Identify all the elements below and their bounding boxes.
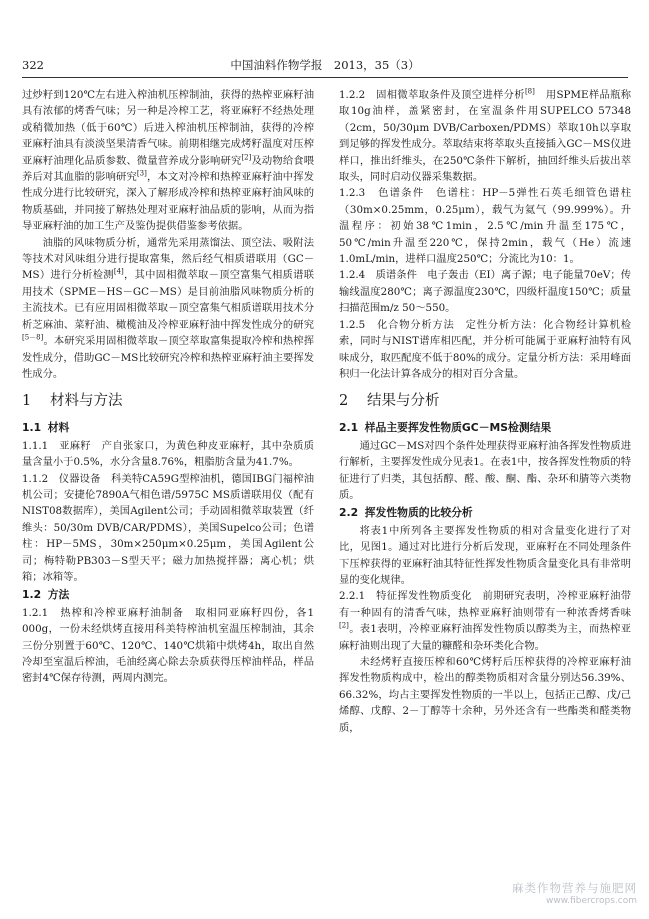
- site-watermark: [485, 881, 637, 909]
- journal-title: 中国油料作物学报 2013，35（3）: [230, 58, 420, 72]
- citation: [5－8]: [22, 333, 44, 342]
- citation: [2]: [339, 621, 349, 630]
- paragraph-instruments: 1.1.2 仪器设备 科美特CA59G型榨油机，德国IBG门福榨油机公司；安捷伦7890A气相色谱/5975C MS质谱联用仪（配有NIST08数据库），美国Agilent公司；手动固相微萃取装置（纤维头：50/30m DVB/CAR/PDMS），美国Supelco公司；色谱柱：HP－5MS，30m×250μm×0.25μm，美国Agilent公司；梅特勒PB303－S型天平；磁力加热搅拌器；离心机；烘箱；冰箱等。: [22, 472, 314, 583]
- intro-paragraph-2: 油脂的风味物质分析，通常先采用蒸馏法、顶空法、吸附法等技术对风味组分进行提取富集，然后经气相质谱联用（GC－MS）进行分析检测[4]，其中固相微萃取－顶空富集气相质谱联用技术（SPME－HS－GC－MS）是目前油脂风味物质分析的主流技术。已有应用固相微萃取－顶空富集气相质谱联用技术分析芝麻油、菜籽油、橄榄油及冷榨亚麻籽油中挥发性成分的研究[5－8]。本研究采用固相微萃取－顶空萃取富集提取冷榨和热榨挥发性成分，借助GC－MS比较研究冷榨和热榨亚麻籽油主要挥发性成分。: [22, 236, 314, 380]
- section-heading-materials-methods: 1 材料与方法: [22, 393, 123, 410]
- watermark-title: 麻类作物营养与施肥网: [512, 881, 637, 895]
- paragraph-comparison: 将表1中所列各主要挥发性物质的相对含量变化进行了对比，见图1。通过对比进行分析后发现，亚麻籽在不同处理条件下压榨获得的亚麻籽油其特征性挥发性物质含量变化具有非常明显的变化规律。: [339, 524, 631, 586]
- paragraph-flaxseed: 1.1.1 亚麻籽 产自张家口，为黄色种皮亚麻籽，其中杂质质量含量小于0.5%，水分含量8.76%，粗脂肪含量为41.7%。: [22, 439, 314, 469]
- header-rule: [22, 77, 628, 78]
- subsection-heading-materials: 1.1 材料: [22, 421, 70, 435]
- citation: [3]: [136, 169, 147, 178]
- page-header: [22, 58, 628, 72]
- left-column: [22, 87, 314, 687]
- paragraph-gcms-results: 通过GC－MS对四个条件处理获得亚麻籽油各挥发性物质进行解析，主要挥发性成分见表1。在表1中，按各挥发性物质的特征进行了归类，其包括醇、醛、酸、酮、酯、杂环和腈等六类物质。: [339, 439, 631, 501]
- citation: [4]: [113, 268, 124, 277]
- paragraph-oil-preparation: 1.2.1 热榨和冷榨亚麻籽油制备 取相同亚麻籽四份，各1 000g，一份未经烘烤直接用科美特榨油机室温压榨制油，其余三份分别置于60℃、120℃、140℃烘箱中烘烤4h，取出自然冷却至室温后榨油，毛油经离心除去杂质获得压榨油样品，样品密封4℃保存待测，两周内测完。: [22, 606, 314, 685]
- paragraph-chromatography: 1.2.3 色谱条件 色谱柱：HP－5弹性石英毛细管色谱柱（30m×0.25mm，0.25μm），载气为氦气（99.999%）。升温程序：初始38℃1min，2.5℃/min升温至175℃，50℃/min升温至220℃，保持2min，载气（He）流速1.0mL/min，进样口温度250℃；分流比为10：1。: [339, 187, 631, 266]
- intro-paragraph-1: 过炒籽到120℃左右进入榨油机压榨制油，获得的热榨亚麻籽油具有浓郁的烤香气味；另一种是冷榨工艺，将亚麻籽不经热处理或稍微加热（低于60℃）后进入榨油机压榨制油，获得的冷榨亚麻籽油具有淡淡坚果清香气味。前期相继完成烤籽温度对压榨亚麻籽油理化品质参数、微量营养成分影响研究[2]及动物给食喂养后对其血脂的影响研究[3]，本文对冷榨和热榨亚麻籽油中挥发性成分进行比较研究，深入了解形成冷榨和热榨亚麻籽油风味的物质基础，并同接了解热处理对亚麻籽油品质的影响，从而为指导亚麻籽油的加工生产及鉴伪提供借鉴参考依据。: [22, 89, 315, 233]
- page-number: 322: [22, 58, 44, 72]
- subsection-heading-gcms-results: 2.1 样品主要挥发性物质GC－MS检测结果: [339, 421, 552, 435]
- watermark-url: www.fibercrops.com: [546, 896, 637, 906]
- paragraph-alcohols: 未经烤籽直接压榨和60℃烤籽后压榨获得的冷榨亚麻籽油挥发性物质构成中，检出的醇类物质相对含量分别达56.39%、66.32%，均占主要挥发性物质的一半以上，包括正己醇、戊/己烯醇、戊醇、2－丁醇等十余种，另外还含有一些酯类和醛类物质，: [339, 656, 631, 734]
- citation: [8]: [524, 87, 535, 96]
- paragraph-mass-spec: 1.2.4 质谱条件 电子轰击（EI）离子源；电子能量70eV；传输线温度280℃；离子源温度230℃，四级杆温度150℃；质量扫描范围m/z 50～550。: [339, 269, 631, 315]
- right-column: [339, 87, 631, 736]
- citation: [2]: [241, 153, 252, 162]
- subsection-heading-methods: 1.2 方法: [22, 588, 70, 602]
- paragraph-compound-analysis: 1.2.5 化合物分析方法 定性分析方法：化合物经计算机检索，同时与NIST谱库相匹配，并分析可能属于亚麻籽油特有风味成分，取匹配度不低于80%的成分。定量分析方法：采用峰面积归一化法计算各成分的相对百分含量。: [339, 318, 631, 380]
- subsection-heading-comparison: 2.2 挥发性物质的比较分析: [339, 506, 473, 520]
- paragraph-spme: 1.2.2 固相微萃取条件及顶空进样分析[8] 用SPME样品瓶称取10g油样，盖紧密封，在室温条件用SUPELCO 57348（2cm，50/30μm DVB/Carboxen/PDMS）萃取10h以享取到足够的挥发性成分。萃取结束将萃取头直接插入GC－MS仪进样口，推出纤维头，在250℃条件下解析，抽回纤维头后拔出萃取头，同时启动仪器采集数据。: [339, 87, 631, 184]
- section-heading-results: 2 结果与分析: [339, 393, 440, 410]
- paragraph-characteristic-volatiles: 2.2.1 特征挥发性物质变化 前期研究表明，冷榨亚麻籽油带有一种固有的清香气味，热榨亚麻籽油则带有一种浓香烤香味[2]。表1表明，冷榨亚麻籽油挥发性物质以醇类为主，而热榨亚麻籽油则出现了大量的糠醛和杂环类化合物。: [339, 590, 631, 652]
